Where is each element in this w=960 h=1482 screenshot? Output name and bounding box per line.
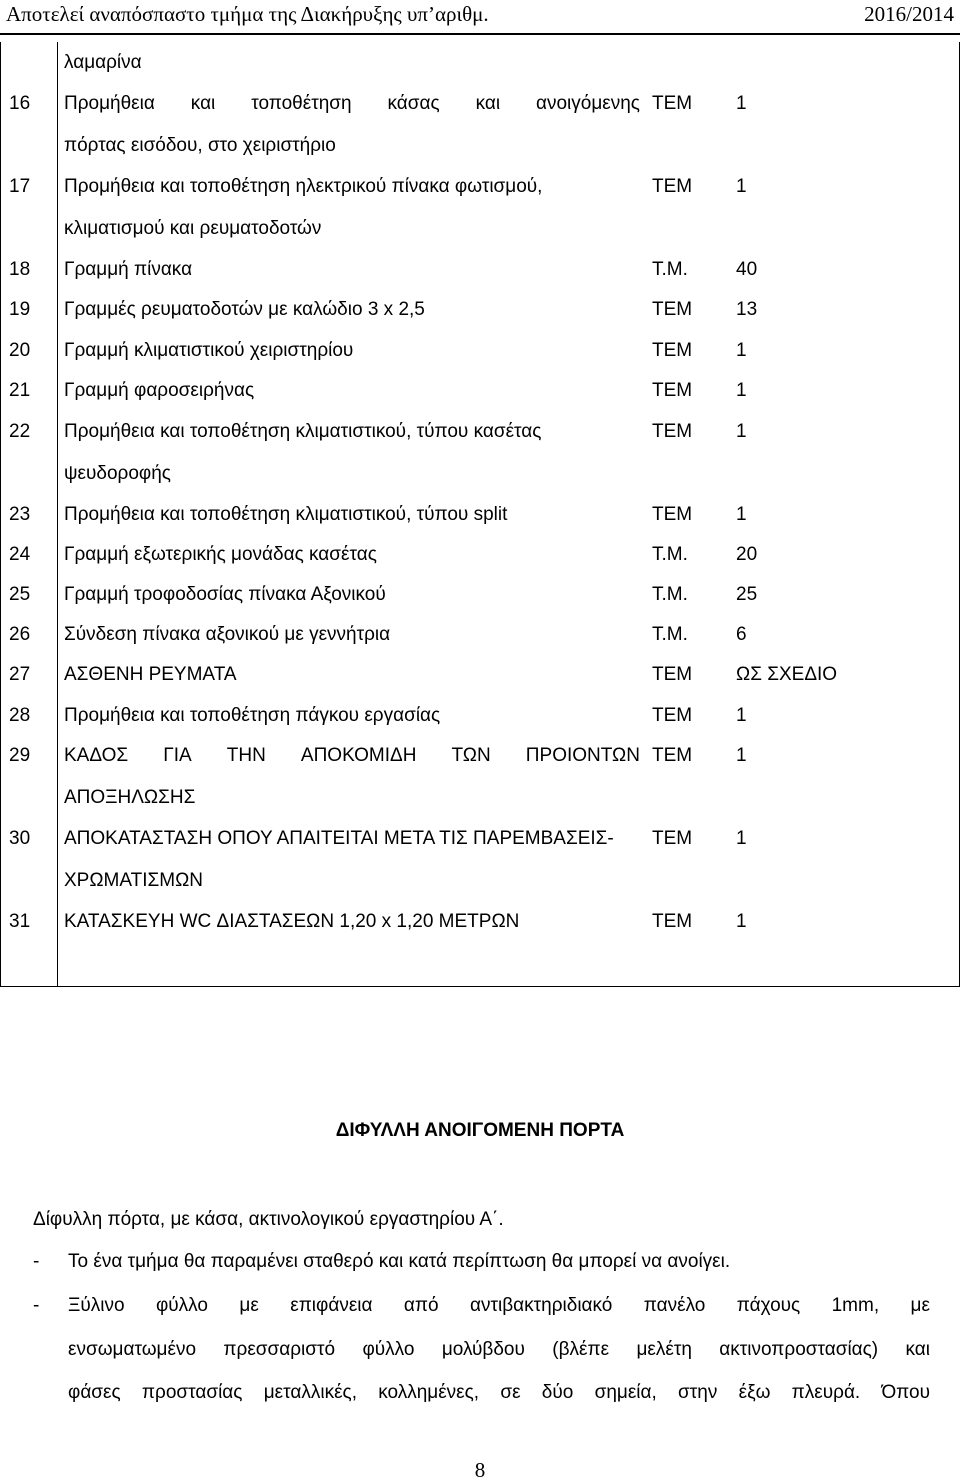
- row-number: 20: [9, 340, 31, 361]
- row-number: 22: [9, 421, 31, 442]
- row-quantity: 1: [736, 504, 747, 525]
- header-rule: [0, 33, 960, 35]
- row-description: ΑΠΟΞΗΛΩΣΗΣ: [64, 787, 196, 808]
- bullet-marker: -: [33, 1295, 40, 1316]
- word: ενσωματωμένο: [68, 1339, 197, 1360]
- row-quantity: 1: [736, 745, 747, 766]
- word: στην: [678, 1382, 718, 1403]
- justified-description-line: [64, 745, 640, 767]
- row-description: [64, 93, 640, 115]
- row-quantity: 1: [736, 911, 747, 932]
- row-quantity: 1: [736, 421, 747, 442]
- justified-line: [68, 1382, 930, 1404]
- row-number: 18: [9, 259, 31, 280]
- word: μολύβδου: [441, 1339, 525, 1360]
- word: ΤΗΝ: [226, 745, 266, 766]
- header-reference-text: Αποτελεί αναπόσπαστο τμήμα της Διακήρυξης υπ’αριθμ.: [6, 2, 489, 26]
- row-unit: ΤΕΜ: [652, 828, 693, 849]
- word: σημεία,: [594, 1382, 657, 1403]
- row-unit: ΤΕΜ: [652, 340, 693, 361]
- row-quantity: 1: [736, 93, 747, 114]
- row-number: 26: [9, 624, 31, 645]
- row-description: Γραμμή τροφοδοσίας πίνακα Αξονικού: [64, 584, 386, 605]
- word: πανέλο: [643, 1295, 706, 1316]
- row-quantity: 1: [736, 380, 747, 401]
- word: με: [910, 1295, 930, 1316]
- row-number: 28: [9, 705, 31, 726]
- word: πάχους: [736, 1295, 801, 1316]
- row-unit: Τ.Μ.: [652, 544, 688, 565]
- justified-line: [68, 1339, 930, 1361]
- row-description: Γραμμή φαροσειρήνας: [64, 380, 255, 401]
- word: (βλέπε: [552, 1339, 610, 1360]
- row-unit: Τ.Μ.: [652, 259, 688, 280]
- row-number: 21: [9, 380, 31, 401]
- row-unit: Τ.Μ.: [652, 624, 688, 645]
- word: ανοιγόμενης: [535, 93, 640, 114]
- row-unit: ΤΕΜ: [652, 911, 693, 932]
- row-quantity: 1: [736, 340, 747, 361]
- page-header: [0, 0, 960, 33]
- row-unit: ΤΕΜ: [652, 745, 693, 766]
- row-description: λαμαρίνα: [64, 52, 142, 73]
- row-unit: ΤΕΜ: [652, 664, 693, 685]
- row-number: 24: [9, 544, 31, 565]
- row-description: Γραμμή κλιματιστικού χειριστηρίου: [64, 340, 354, 361]
- bullet-marker: -: [33, 1251, 40, 1272]
- row-description: Προμήθεια και τοποθέτηση κλιματιστικού, τύπου κασέτας: [64, 421, 542, 442]
- row-quantity: 20: [736, 544, 758, 565]
- word: Ξύλινο: [68, 1295, 125, 1316]
- row-description: ψευδοροφής: [64, 463, 171, 484]
- word: προστασίας: [141, 1382, 243, 1403]
- word: και: [475, 93, 501, 114]
- word: σε: [500, 1382, 521, 1403]
- word: από: [403, 1295, 439, 1316]
- row-unit: Τ.Μ.: [652, 584, 688, 605]
- row-number: 31: [9, 911, 31, 932]
- row-quantity: 6: [736, 624, 747, 645]
- header-year: 2016/2014: [864, 2, 954, 26]
- row-number: 16: [9, 93, 31, 114]
- row-unit: ΤΕΜ: [652, 93, 693, 114]
- row-description: Γραμμή πίνακα: [64, 259, 193, 280]
- word: ΑΠΟΚΟΜΙΔΗ: [300, 745, 417, 766]
- row-unit: ΤΕΜ: [652, 504, 693, 525]
- section-title: ΔΙΦΥΛΛΗ ΑΝΟΙΓΟΜΕΝΗ ΠΟΡΤΑ: [335, 1120, 625, 1141]
- table-bottom-border: [0, 986, 960, 987]
- row-quantity: 25: [736, 584, 758, 605]
- justified-line: [68, 1295, 930, 1317]
- word: ακτινοπροστασίας): [719, 1339, 879, 1360]
- row-quantity: 1: [736, 176, 747, 197]
- word: αντιβακτηριδιακό: [470, 1295, 613, 1316]
- row-description: ΑΠΟΚΑΤΑΣΤΑΣΗ ΟΠΟΥ ΑΠΑΙΤΕΙΤΑΙ ΜΕΤΑ ΤΙΣ ΠΑΡΕΜΒΑΣΕΙΣ-: [64, 828, 614, 849]
- row-description: πόρτας εισόδου, στο χειριστήριο: [64, 135, 336, 156]
- bullet-text-line: [68, 1382, 930, 1404]
- page-number: 8: [474, 1458, 486, 1482]
- row-description: Προμήθεια και τοποθέτηση πάγκου εργασίας: [64, 705, 441, 726]
- word: κάσας: [387, 93, 440, 114]
- row-number: 27: [9, 664, 31, 685]
- row-description: Σύνδεση πίνακα αξονικού με γεννήτρια: [64, 624, 391, 645]
- bullet-text-line: [68, 1339, 930, 1361]
- row-number: 17: [9, 176, 31, 197]
- row-description: [64, 745, 640, 767]
- bullet-text: Το ένα τμήμα θα παραμένει σταθερό και κατά περίπτωση θα μπορεί να ανοίγει.: [68, 1251, 731, 1272]
- word: Όπου: [881, 1382, 930, 1403]
- justified-description-line: [64, 93, 640, 115]
- row-number: 29: [9, 745, 31, 766]
- word: ΤΩΝ: [451, 745, 491, 766]
- row-description: Προμήθεια και τοποθέτηση κλιματιστικού, τύπου split: [64, 504, 508, 525]
- row-number: 19: [9, 299, 31, 320]
- table-left-border: [0, 42, 1, 987]
- word: μεταλλικές,: [263, 1382, 357, 1403]
- row-quantity: 13: [736, 299, 758, 320]
- word: και: [905, 1339, 930, 1360]
- row-unit: ΤΕΜ: [652, 176, 693, 197]
- word: πρεσσαριστό: [223, 1339, 336, 1360]
- word: φύλλο: [155, 1295, 208, 1316]
- row-description: ΧΡΩΜΑΤΙΣΜΩΝ: [64, 870, 204, 891]
- word: φύλλο: [362, 1339, 415, 1360]
- word: δύο: [541, 1382, 574, 1403]
- word: μελέτη: [636, 1339, 692, 1360]
- table-column-divider: [57, 42, 58, 987]
- word: επιφάνεια: [290, 1295, 373, 1316]
- row-number: 25: [9, 584, 31, 605]
- word: Προμήθεια: [64, 93, 155, 114]
- word: φάσες: [68, 1382, 121, 1403]
- word: πλευρά.: [791, 1382, 861, 1403]
- word: με: [239, 1295, 259, 1316]
- row-description: Προμήθεια και τοποθέτηση ηλεκτρικού πίνακα φωτισμού,: [64, 176, 543, 197]
- word: ΚΑΔΟΣ: [64, 745, 129, 766]
- row-number: 30: [9, 828, 31, 849]
- row-quantity: 1: [736, 828, 747, 849]
- row-quantity: 1: [736, 705, 747, 726]
- row-description: Γραμμή εξωτερικής μονάδας κασέτας: [64, 544, 377, 565]
- row-description: κλιματισμού και ρευματοδοτών: [64, 218, 322, 239]
- word: 1mm,: [831, 1295, 880, 1316]
- section-intro: Δίφυλλη πόρτα, με κάσα, ακτινολογικού εργαστηρίου Α΄.: [33, 1209, 504, 1230]
- row-description: Γραμμές ρευματοδοτών με καλώδιο 3 x 2,5: [64, 299, 425, 320]
- word: κολλημένες,: [378, 1382, 480, 1403]
- row-description: ΑΣΘΕΝΗ ΡΕΥΜΑΤΑ: [64, 664, 237, 685]
- row-unit: ΤΕΜ: [652, 705, 693, 726]
- row-quantity: ΩΣ ΣΧΕΔΙΟ: [736, 664, 838, 685]
- row-unit: ΤΕΜ: [652, 299, 693, 320]
- word: ΓΙΑ: [163, 745, 192, 766]
- row-unit: ΤΕΜ: [652, 421, 693, 442]
- row-unit: ΤΕΜ: [652, 380, 693, 401]
- row-description: ΚΑΤΑΣΚΕΥΗ WC ΔΙΑΣΤΑΣΕΩΝ 1,20 x 1,20 ΜΕΤΡΩΝ: [64, 911, 520, 932]
- word: έξω: [738, 1382, 771, 1403]
- row-quantity: 40: [736, 259, 758, 280]
- word: τοποθέτηση: [251, 93, 352, 114]
- word: ΠΡΟΙΟΝΤΩΝ: [525, 745, 640, 766]
- bullet-text: [68, 1295, 930, 1317]
- row-number: 23: [9, 504, 31, 525]
- word: και: [190, 93, 216, 114]
